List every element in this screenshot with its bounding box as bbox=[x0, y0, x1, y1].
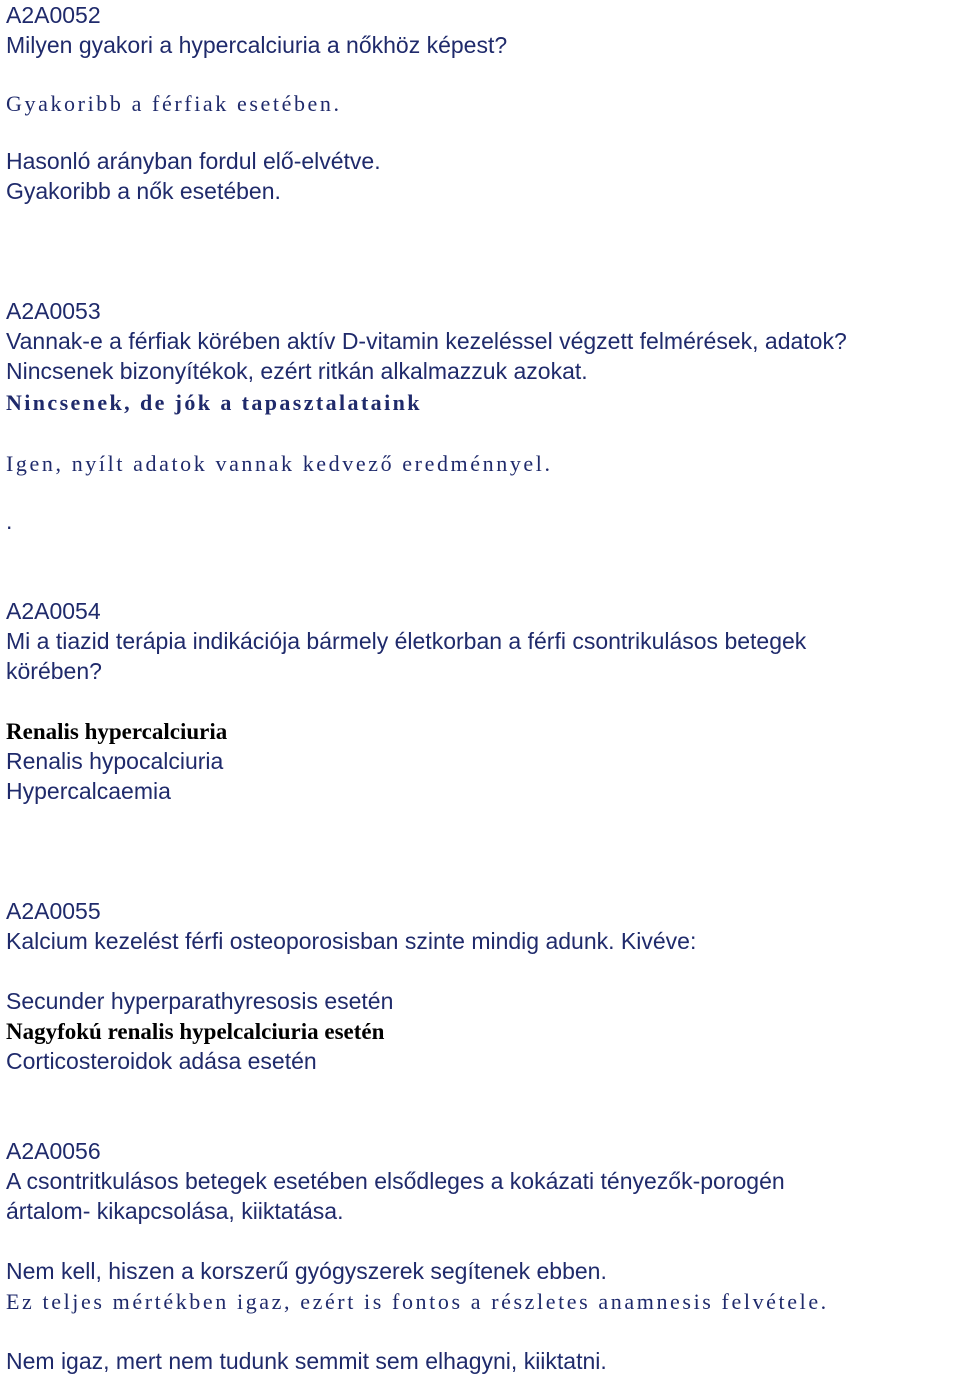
answer-option: Corticosteroidok adása esetén bbox=[6, 1048, 317, 1074]
answer-option-correct: Nincsenek, de jók a tapasztalataink bbox=[6, 390, 422, 415]
answer-option: Igen, nyílt adatok vannak kedvező eredménnyel. bbox=[6, 451, 553, 476]
answer-option: Hypercalcaemia bbox=[6, 778, 171, 804]
answer-option: Nem igaz, mert nem tudunk semmit sem elhagyni, kiiktatni. bbox=[6, 1348, 607, 1374]
answer-option: Nem kell, hiszen a korszerű gyógyszerek segítenek ebben. bbox=[6, 1258, 607, 1284]
answer-option: Gyakoribb a nők esetében. bbox=[6, 178, 281, 204]
question-code: A2A0054 bbox=[6, 598, 101, 624]
question-code: A2A0055 bbox=[6, 898, 101, 924]
question-code: A2A0053 bbox=[6, 298, 101, 324]
question-text-continued: körében? bbox=[6, 658, 102, 684]
answer-option: Secunder hyperparathyresosis esetén bbox=[6, 988, 394, 1014]
question-text-continued: ártalom- kikapcsolása, kiiktatása. bbox=[6, 1198, 344, 1224]
question-text: A csontritkulásos betegek esetében elsődleges a kokázati tényezők-porogén bbox=[6, 1168, 785, 1194]
answer-option: Ez teljes mértékben igaz, ezért is fontos a részletes anamnesis felvétele. bbox=[6, 1289, 829, 1314]
question-text: Kalcium kezelést férfi osteoporosisban szinte mindig adunk. Kivéve: bbox=[6, 928, 697, 954]
answer-option: Hasonló arányban fordul elő-elvétve. bbox=[6, 148, 381, 174]
answer-option: Gyakoribb a férfiak esetében. bbox=[6, 91, 342, 116]
answer-option: Renalis hypocalciuria bbox=[6, 748, 224, 774]
stray-mark: . bbox=[6, 508, 13, 534]
question-text: Mi a tiazid terápia indikációja bármely életkorban a férfi csontrikulásos betegek bbox=[6, 628, 807, 654]
question-code: A2A0052 bbox=[6, 2, 101, 28]
answer-option-correct: Renalis hypercalciuria bbox=[6, 719, 228, 744]
answer-option-correct: Nagyfokú renalis hypelcalciuria esetén bbox=[6, 1019, 385, 1044]
question-text: Vannak-e a férfiak körében aktív D-vitamin kezeléssel végzett felmérések, adatok? bbox=[6, 328, 847, 354]
answer-option: Nincsenek bizonyítékok, ezért ritkán alkalmazzuk azokat. bbox=[6, 358, 588, 384]
question-code: A2A0056 bbox=[6, 1138, 101, 1164]
question-text: Milyen gyakori a hypercalciuria a nőkhöz képest? bbox=[6, 32, 508, 58]
